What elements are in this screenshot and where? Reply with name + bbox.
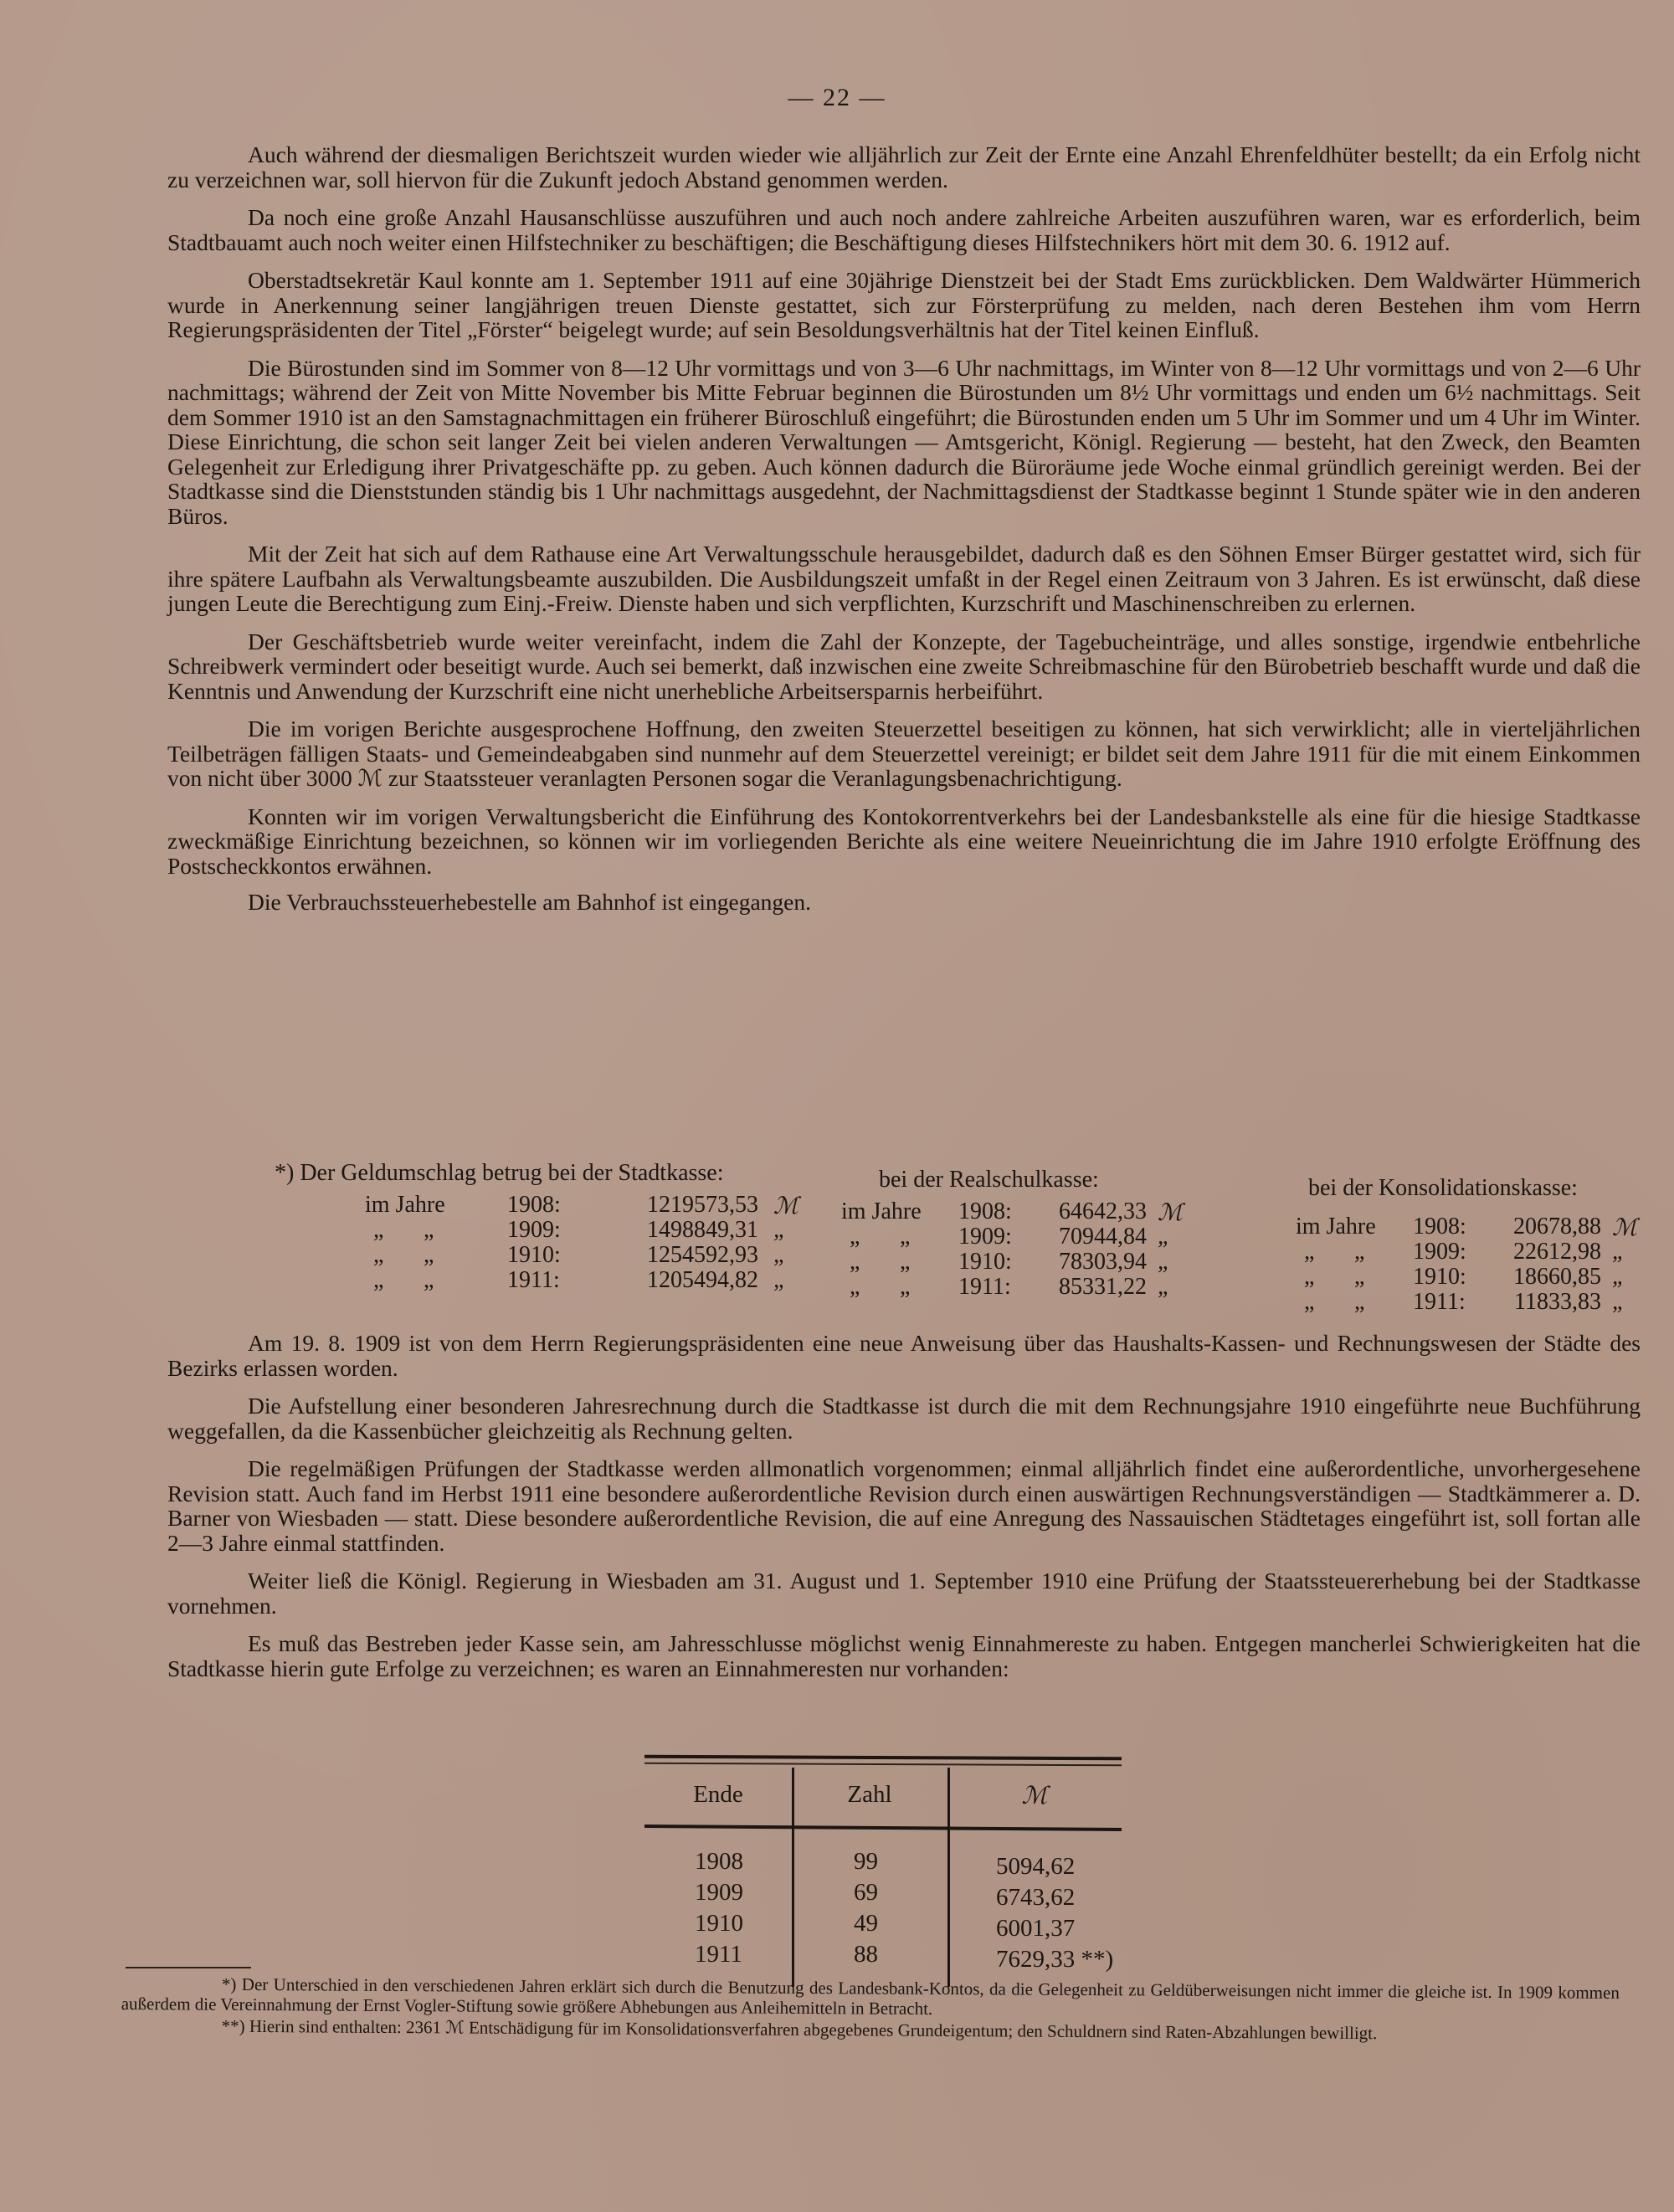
cash-turnover-block [0, 1160, 1674, 1327]
paragraph-assistant-technician: Da noch eine große Anzahl Hausanschlüsse auszuführen und auch noch andere zahlreiche Arbeiten auszuführen waren, war es erforderlich, beim Stadtbauamt auch noch weiter einen Hilfstechniker zu beschäftigen; die Beschäftigung dieses Hilfstechnikers hört mit dem 30. 6. 1912 auf. [167, 204, 1641, 255]
page-number: — 22 — [788, 84, 886, 111]
cash-heading: bei der Konsolidationskasse: [1308, 1175, 1578, 1201]
paragraph-postal-cheque: Konnten wir im vorigen Verwaltungsbericht die Einführung des Kontokorrentverkehrs bei der Landesbankstelle als eine für die hiesige Stadtkasse zweckmäßige Einrichtung bezeichnen, so können wir im vorliegenden Berichte als eine weitere Neueinrichtung die im Jahre 1910 erfolgte Eröffnung des Postscheckkontos erwähnen. [167, 803, 1641, 879]
cash-row: „ „ 1910: 1254592,93 „ [373, 1242, 787, 1268]
main-text [167, 142, 1641, 928]
footnote-2: **) Hierin sind enthalten: 2361 ℳ Entschädigung für im Konsolidationsverfahren abgegebenes Grundeigentum; den Schuldnern sind Raten-Abzahlungen bewilligt. [221, 2015, 1378, 2044]
paragraph-audits: Die regelmäßigen Prüfungen der Stadtkasse werden allmonatlich vorgenommen; einmal alljährlich findet eine außerordentliche, unvorhergesehene Revision statt. Auch fand im Herbst 1911 eine besondere außerordentliche Revision durch einen auswärtigen Rechnungsverständigen — Stadtkämmerer a. D. Barner von Wiesbaden — statt. Diese besondere außerordentliche Revision, die auf eine Anregung des Nassauischen Städtetages eingeführt ist, soll fortan alle 2—3 Jahre einmal stattfinden. [167, 1455, 1641, 1556]
header-end: Ende [693, 1781, 743, 1808]
footnote-1: *) Der Unterschied in den verschiedenen Jahren erklärt sich durch die Benutzung des Landesbank-Kontos, da die Gelegenheit zu Geldüberweisungen nicht immer die gleiche ist. In 1909 kommen außerdem die Vereinnahmung der Ernst Vogler-Stiftung sowie größere Abhebungen aus Anleihemitteln in Betracht. [121, 1973, 1620, 2019]
cash-row: „ „ 1911: 85331,22 „ [850, 1274, 1171, 1300]
paragraph-staff-anniversary: Oberstadtsekretär Kaul konnte am 1. September 1911 auf eine 30jährige Dienstzeit bei der Stadt Ems zurückblicken. Dem Waldwärter Hümmerich wurde in Anerkennung seiner langjährigen treuen Dienste gestattet, sich zur Försterprüfung zu melden, nach deren Bestehen ihm vom Herrn Regierungspräsidenten der Titel „Förster“ beigelegt wurde; auf sein Besoldungsverhältnis hat der Titel keinen Einfluß. [167, 267, 1641, 342]
paragraph-business-simplification: Der Geschäftsbetrieb wurde weiter vereinfacht, indem die Zahl der Konzepte, der Tagebucheinträge, und alles sonstige, irgendwie entbehrliche Schreibwerk vermindert oder beseitigt wurde. Auch sei bemerkt, daß inzwischen eine zweite Schreibmaschine für den Bürobetrieb beschafft wurde und daß die Kenntnis und Anwendung der Kurzschrift eine nicht unerhebliche Arbeitsersparnis herbeiführt. [167, 628, 1641, 704]
table-row: 1909 69 6743,62 [695, 1879, 1076, 1911]
paragraph-tax-slip: Die im vorigen Berichte ausgesprochene Hoffnung, den zweiten Steuerzettel beseitigen zu können, hat sich verwirklicht; alle in vierteljährlichen Teilbeträgen fälligen Staats- und Gemeindeabgaben sind nunmehr auf dem Steuerzettel vereinigt; er bildet seit dem Jahre 1911 für die mit einem Einkommen von nicht über 3000 ℳ zur Staatssteuer veranlagten Personen sogar die Veranlagungsbenachrichtigung. [167, 716, 1641, 791]
table-row: 1910 49 6001,37 [695, 1910, 1076, 1942]
cash-row: „ „ 1911: 1205494,82 „ [373, 1267, 787, 1293]
main-text-continued [167, 1331, 1641, 1694]
cash-row: „ „ 1909: 1498849,31 „ [373, 1217, 787, 1243]
cash-row: „ „ 1910: 18660,85 „ [1304, 1264, 1625, 1290]
cash-row: im Jahre 1908: 20678,88 ℳ [1296, 1214, 1637, 1241]
footnote-separator [126, 1967, 251, 1968]
cash-heading: *) Der Geldumschlag betrug bei der Stadtkasse: [275, 1160, 724, 1186]
cash-row: „ „ 1911: 11833,83 „ [1304, 1289, 1625, 1315]
cash-row: „ „ 1909: 22612,98 „ [1304, 1239, 1625, 1265]
table-rule [644, 1825, 1122, 1831]
cash-row: „ „ 1910: 78303,94 „ [850, 1249, 1171, 1275]
cash-row: „ „ 1909: 70944,84 „ [850, 1224, 1171, 1250]
cash-row: im Jahre 1908: 1219573,53 ℳ [365, 1192, 798, 1219]
paragraph-annual-accounts: Die Aufstellung einer besonderen Jahresrechnung durch die Stadtkasse ist durch die mit dem Rechnungsjahre 1910 eingeführte neue Buchführung weggefallen, da die Kassenbücher gleichzeitig als Rechnung gelten. [167, 1393, 1641, 1444]
paragraph-arrears: Es muß das Bestreben jeder Kasse sein, am Jahresschlusse möglichst wenig Einnahmereste zu haben. Entgegen mancherlei Schwierigkeiten hat die Stadtkasse hierin gute Erfolge zu verzeichnen; es waren an Einnahmeresten nur vorhanden: [167, 1630, 1641, 1681]
cash-heading: bei der Realschulkasse: [879, 1167, 1099, 1193]
table-row: 1911 88 7629,33 **) [695, 1941, 1114, 1973]
footnotes [121, 1973, 1620, 2046]
cash-column-realschulkasse [841, 1167, 1183, 1300]
table-rule [644, 1763, 1122, 1766]
cash-column-konsolidationskasse [1296, 1175, 1637, 1315]
header-count: Zahl [847, 1781, 892, 1808]
cash-row: im Jahre 1908: 64642,33 ℳ [841, 1198, 1183, 1226]
paragraph-office-hours: Die Bürostunden sind im Sommer von 8—12 Uhr vormittags und von 3—6 Uhr nachmittags, im Winter von 8—12 Uhr vormittags und von 2—6 Uhr nachmittags; während der Zeit von Mitte November bis Mitte Februar beginnen die Bürostunden um 8½ Uhr vormittags und enden um 6½ nachmittags. Seit dem Sommer 1910 ist an den Samstagnachmittagen ein früherer Büroschluß eingeführt; die Bürostunden enden um 5 Uhr im Sommer und um 4 Uhr im Winter. Diese Einrichtung, die schon seit langer Zeit bei vielen anderen Verwaltungen — Amtsgericht, Königl. Regierung — besteht, hat den Zweck, den Beamten Gelegenheit zur Erledigung ihrer Privatgeschäfte pp. zu geben. Auch können dadurch die Büroräume jede Woche einmal gründlich gereinigt werden. Bei der Stadtkasse sind die Dienststunden ständig bis 1 Uhr nachmittags ausgedehnt, der Nachmittagsdienst der Stadtkasse beginnt 1 Stunde später wie in den anderen Büros. [167, 354, 1641, 529]
paragraph-administration-school: Mit der Zeit hat sich auf dem Rathause eine Art Verwaltungsschule herausgebildet, dadurch daß es den Söhnen Emser Bürger gestattet wird, sich für ihre spätere Laufbahn als Verwaltungsbeamte auszubilden. Die Ausbildungszeit umfaßt in der Regel einen Zeitraum von 3 Jahren. Es ist erwünscht, daß diese jungen Leute die Berechtigung zum Einj.-Freiw. Dienste haben und sich verpflichten, Kurzschrift und Maschinenschreiben zu erlernen. [167, 541, 1641, 616]
paragraph-excise-office: Die Verbrauchssteuerhebestelle am Bahnhof ist eingegangen. [248, 889, 812, 915]
table-rule [644, 1755, 1122, 1760]
cash-column-stadtkasse [275, 1160, 798, 1293]
table-row: 1908 99 5094,62 [695, 1848, 1076, 1880]
paragraph-tax-inspection: Weiter ließ die Königl. Regierung in Wiesbaden am 31. August und 1. September 1910 eine Prüfung der Staatssteuererhebung bei der Stadtkasse vornehmen. [167, 1568, 1641, 1619]
header-amount: ℳ [1021, 1783, 1048, 1809]
paragraph-harvest-guards: Auch während der diesmaligen Berichtszeit wurden wieder wie alljährlich zur Zeit der Ernte eine Anzahl Ehrenfeldhüter bestellt; da ein Erfolg nicht zu verzeichnen war, soll hiervon für die Zukunft jedoch Abstand genommen werden. [167, 141, 1641, 192]
paragraph-budget-instructions: Am 19. 8. 1909 ist von dem Herrn Regierungspräsidenten eine neue Anweisung über das Haushalts-Kassen- und Rechnungswesen der Städte des Bezirks erlassen worden. [167, 1330, 1641, 1381]
